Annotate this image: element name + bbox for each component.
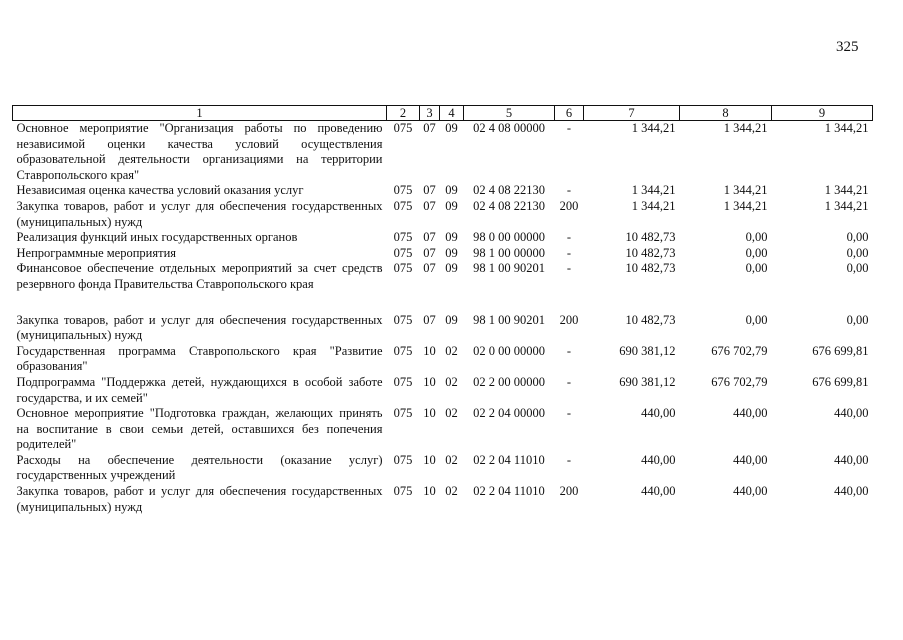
row-ministry-code: 075 [393,312,413,327]
header-col-7: 7 [584,106,680,121]
row-subsection-code: 02 [445,452,458,467]
row-amount-col-8: 440,00 [733,406,768,421]
row-expense-type: - [566,452,572,467]
table-row [13,183,873,199]
row-ministry-code: 075 [393,230,413,245]
row-section-code: 10 [423,374,436,389]
table-row [13,313,873,344]
row-section-code: 10 [423,452,436,467]
row-target-article: 98 0 00 00000 [473,230,545,245]
row-amount-col-7: 1 344,21 [631,121,676,135]
row-target-article: 02 4 08 22130 [473,183,545,198]
row-subsection-code: 02 [445,484,458,499]
row-expense-type: - [566,245,572,260]
row-amount-col-8: 1 344,21 [723,183,768,198]
row-amount-col-9: 1 344,21 [824,183,869,198]
header-col-2: 2 [387,106,420,121]
row-expense-type: - [566,406,572,421]
row-subsection-code: 02 [445,406,458,421]
table-row [13,261,873,292]
row-ministry-code: 075 [393,121,413,135]
row-ministry-code: 075 [393,261,413,276]
row-target-article: 98 1 00 90201 [473,261,545,276]
row-amount-col-9: 440,00 [834,406,869,421]
row-section-code: 10 [423,484,436,499]
table-row [13,199,873,230]
row-ministry-code: 075 [393,245,413,260]
row-amount-col-8: 0,00 [745,312,768,327]
row-subsection-code: 09 [445,198,458,213]
row-amount-col-9: 1 344,21 [824,198,869,213]
row-amount-col-9: 1 344,21 [824,121,869,135]
row-amount-col-7: 10 482,73 [625,230,676,245]
row-expense-type: - [566,374,572,389]
row-amount-col-8: 440,00 [733,452,768,467]
table-row [13,484,873,515]
row-amount-col-8: 0,00 [745,245,768,260]
row-amount-col-7: 690 381,12 [619,374,676,389]
row-section-code: 10 [423,343,436,358]
row-amount-col-9: 440,00 [834,452,869,467]
row-expense-type: 200 [559,312,579,327]
row-amount-col-7: 690 381,12 [619,343,676,358]
row-expense-type: 200 [559,198,579,213]
row-expense-type: 200 [559,484,579,499]
row-amount-col-8: 440,00 [733,484,768,499]
row-ministry-code: 075 [393,406,413,421]
row-subsection-code: 09 [445,245,458,260]
row-name: Государственная программа Ставропольского края "Развитие образования" [16,343,383,374]
row-amount-col-9: 676 699,81 [812,343,869,358]
row-amount-col-9: 0,00 [846,245,869,260]
row-amount-col-7: 1 344,21 [631,198,676,213]
row-ministry-code: 075 [393,484,413,499]
row-name: Независимая оценка качества условий оказания услуг [16,183,304,198]
row-subsection-code: 09 [445,261,458,276]
row-section-code: 07 [423,121,436,135]
header-col-8: 8 [680,106,772,121]
table-row [13,453,873,484]
header-col-1: 1 [13,106,387,121]
row-subsection-code: 09 [445,230,458,245]
row-subsection-code: 09 [445,121,458,135]
row-target-article: 98 1 00 90201 [473,312,545,327]
table-row [13,230,873,246]
row-name: Подпрограмма "Поддержка детей, нуждающихся в особой заботе государства, и их семей" [16,374,383,405]
header-col-5: 5 [464,106,555,121]
row-expense-type: - [566,183,572,198]
row-subsection-code: 02 [445,343,458,358]
row-target-article: 02 4 08 22130 [473,198,545,213]
page-number: 325 [836,39,859,55]
table-row [13,246,873,262]
row-amount-col-8: 676 702,79 [711,374,768,389]
row-section-code: 07 [423,261,436,276]
row-name: Основное мероприятие "Подготовка граждан, желающих принять на воспитание в свои семьи детей, оставшихся без попечения родителей" [16,406,383,452]
budget-table [12,105,873,515]
row-target-article: 02 2 04 11010 [473,452,545,467]
row-name: Непрограммные мероприятия [16,245,177,260]
row-amount-col-9: 0,00 [846,312,869,327]
row-target-article: 02 4 08 00000 [473,121,545,135]
row-ministry-code: 075 [393,452,413,467]
row-ministry-code: 075 [393,374,413,389]
row-name: Основное мероприятие "Организация работы по проведению независимой оценки качества условий осуществления образовательной деятельности организациями на территории Ставропольского края" [16,121,383,182]
row-target-article: 98 1 00 00000 [473,245,545,260]
row-section-code: 07 [423,183,436,198]
header-col-3: 3 [420,106,440,121]
row-amount-col-7: 10 482,73 [625,245,676,260]
row-name: Расходы на обеспечение деятельности (оказание услуг) государственных учреждений [16,452,383,483]
row-amount-col-9: 0,00 [846,261,869,276]
header-col-9: 9 [772,106,873,121]
row-amount-col-9: 440,00 [834,484,869,499]
row-subsection-code: 09 [445,312,458,327]
row-section-code: 07 [423,245,436,260]
header-col-4: 4 [440,106,464,121]
row-amount-col-8: 1 344,21 [723,198,768,213]
spacer-cell [13,293,873,313]
row-amount-col-8: 676 702,79 [711,343,768,358]
row-amount-col-9: 0,00 [846,230,869,245]
row-ministry-code: 075 [393,343,413,358]
row-expense-type: - [566,261,572,276]
row-ministry-code: 075 [393,183,413,198]
row-amount-col-7: 10 482,73 [625,261,676,276]
row-subsection-code: 02 [445,374,458,389]
row-name: Закупка товаров, работ и услуг для обеспечения государственных (муниципальных) нужд [16,484,383,514]
row-amount-col-9: 676 699,81 [812,374,869,389]
row-expense-type: - [566,230,572,245]
row-name: Закупка товаров, работ и услуг для обеспечения государственных (муниципальных) нужд [16,198,383,229]
row-amount-col-7: 440,00 [641,484,676,499]
row-amount-col-8: 0,00 [745,261,768,276]
row-amount-col-7: 10 482,73 [625,312,676,327]
row-section-code: 07 [423,198,436,213]
row-target-article: 02 2 04 00000 [473,406,545,421]
row-amount-col-8: 0,00 [745,230,768,245]
row-amount-col-7: 440,00 [641,452,676,467]
table-row [13,406,873,453]
row-section-code: 10 [423,406,436,421]
spacer-row [13,293,873,313]
row-section-code: 07 [423,312,436,327]
row-amount-col-7: 1 344,21 [631,183,676,198]
row-expense-type: - [566,121,572,135]
header-row [13,106,873,121]
row-section-code: 07 [423,230,436,245]
row-amount-col-8: 1 344,21 [723,121,768,135]
row-amount-col-7: 440,00 [641,406,676,421]
header-col-6: 6 [555,106,584,121]
row-name: Закупка товаров, работ и услуг для обеспечения государственных (муниципальных) нужд [16,312,383,343]
table-row [13,375,873,406]
row-ministry-code: 075 [393,198,413,213]
row-name: Реализация функций иных государственных органов [16,230,298,245]
row-target-article: 02 2 04 11010 [473,484,545,499]
table-row [13,344,873,375]
table-row [13,121,873,184]
row-subsection-code: 09 [445,183,458,198]
row-target-article: 02 2 00 00000 [473,374,545,389]
row-target-article: 02 0 00 00000 [473,343,545,358]
row-name: Финансовое обеспечение отдельных мероприятий за счет средств резервного фонда Правительства Ставропольского края [16,261,383,291]
row-expense-type: - [566,343,572,358]
